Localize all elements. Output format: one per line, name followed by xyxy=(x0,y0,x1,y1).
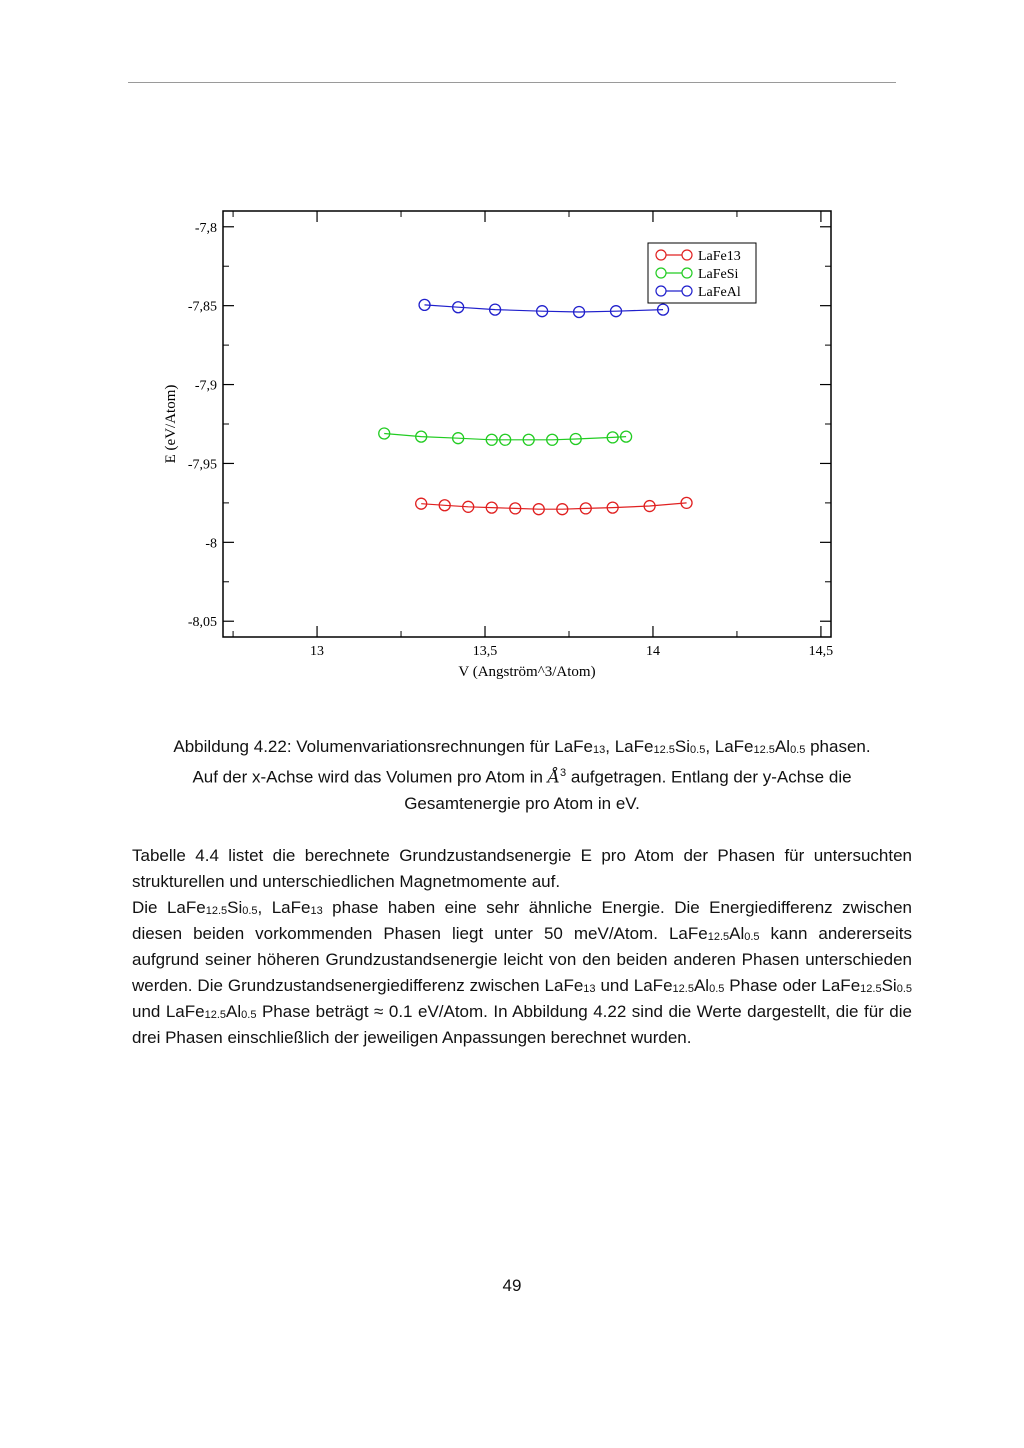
legend-label: LaFeAl xyxy=(698,285,741,300)
y-axis-label: E (eV/Atom) xyxy=(163,384,179,464)
x-tick-label: 13 xyxy=(310,644,325,659)
legend xyxy=(648,243,756,303)
legend-marker xyxy=(656,250,666,260)
y-tick-label: -8 xyxy=(205,536,217,552)
caption-line-1: Abbildung 4.22: Volumenvariationsrechnungen für LaFe$_{13}$, $LaFe_{12.5}Si_{0.5}$, $LaFe_{12.5}Al_{0.5}$ phasen. xyxy=(173,737,871,756)
series-LaFeAl xyxy=(419,299,668,317)
paragraph-2: Die $LaFe_{12.5}Si_{0.5}$, LaFe$_{13}$ phase haben eine sehr ähnliche Energie. Die Energiedifferenz zwischen diesen beiden vorkommenden Phasen liegt unter 50 meV/Atom. $LaFe_{12.5}Al_{0.5}$ kann andererseits aufgrund seiner höheren Grundzustandsenergie leicht von den beiden anderen Phasen unterschieden werden. Die Grundzustandsenergiedifferenz zwischen LaFe$_{13}$ und $LaFe_{12.5}Al_{0.5}$ Phase oder $LaFe_{12.5}Si_{0.5}$ und $LaFe_{12.5}Al_{0.5}$ Phase beträgt ≈ 0.1 eV/Atom. In Abbildung 4.22 sind die Werte dargestellt, die für die drei Phasen einschließlich der jeweiligen Anpassungen berechnet wurden. xyxy=(132,898,913,1047)
page-number: 49 xyxy=(502,1276,522,1295)
legend-marker xyxy=(656,286,666,296)
y-tick-label: -7,9 xyxy=(194,378,217,394)
paragraph-1: Tabelle 4.4 listet die berechnete Grundzustandsenergie E pro Atom der Phasen für untersuchten strukturellen und unterschiedlichen Magnetmomente auf. xyxy=(132,846,912,891)
legend-marker xyxy=(682,250,692,260)
y-tick-label: -7,95 xyxy=(187,457,217,473)
y-tick-label: -7,8 xyxy=(194,220,217,236)
caption-line-2: Auf der x-Achse wird das Volumen pro Atom in $Å^3$ aufgetragen. Entlang der y-Achse die xyxy=(192,767,852,788)
legend-label: LaFeSi xyxy=(698,267,739,282)
figure-caption xyxy=(130,734,914,817)
legend-marker xyxy=(656,268,666,278)
legend-label: LaFe13 xyxy=(698,249,741,264)
energy-volume-chart xyxy=(150,195,850,695)
y-tick-label: -8,05 xyxy=(187,615,217,631)
x-axis-label: V (Angström^3/Atom) xyxy=(458,664,596,680)
x-tick-label: 14,5 xyxy=(808,644,834,659)
x-tick-label: 13,5 xyxy=(472,644,498,659)
series-LaFeSi xyxy=(379,428,632,445)
header-rule xyxy=(128,82,896,83)
body-text xyxy=(132,843,912,1051)
legend-marker xyxy=(682,286,692,296)
legend-marker xyxy=(682,268,692,278)
caption-line-3: Gesamtenergie pro Atom in eV. xyxy=(404,793,640,813)
x-tick-label: 14 xyxy=(645,644,660,659)
series-LaFe13 xyxy=(416,497,692,514)
y-tick-label: -7,85 xyxy=(187,299,217,315)
series-line xyxy=(421,503,686,509)
